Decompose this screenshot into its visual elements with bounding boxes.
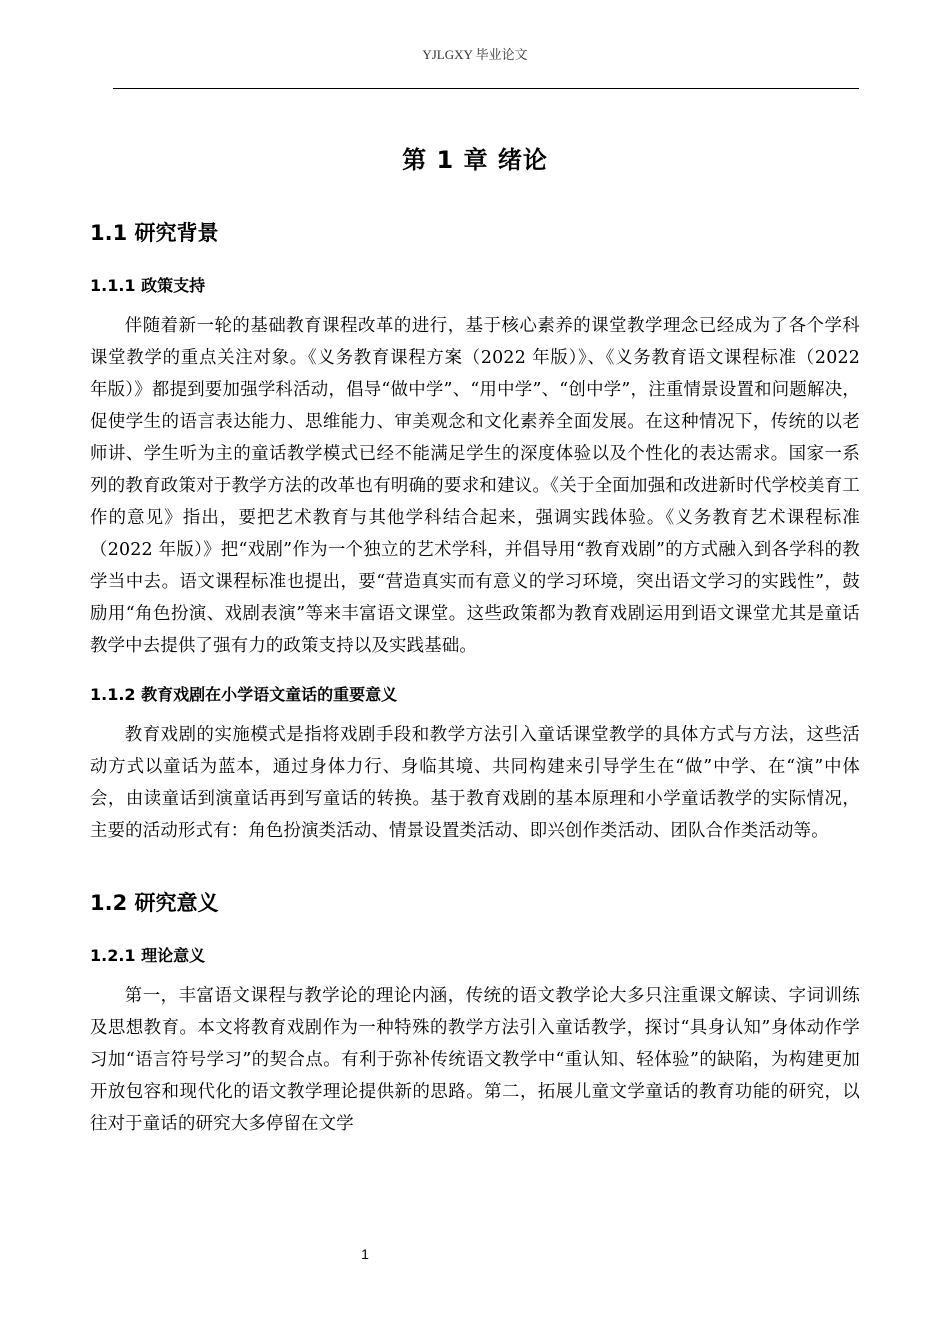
spacer	[90, 662, 860, 682]
section-heading-1-2: 1.2 研究意义	[90, 891, 219, 915]
page-number: 1	[361, 1246, 369, 1262]
subsection-heading-1-1-1: 1.1.1 政策支持	[90, 276, 206, 295]
section-heading-1-1: 1.1 研究背景	[90, 221, 219, 245]
running-header: YJLGXY 毕业论文	[422, 47, 528, 62]
subsection-heading-1-2-1: 1.2.1 理论意义	[90, 946, 206, 965]
subsection-heading-1-1-2: 1.1.2 教育戏剧在小学语文童话的重要意义	[90, 685, 398, 704]
header-rule	[113, 88, 859, 89]
paragraph-drama-significance: 教育戏剧的实施模式是指将戏剧手段和教学方法引入童话课堂教学的具体方式与方法，这些活动方式以童话为蓝本，通过身体力行、身临其境、共同构建来引导学生在“做”中学、在“演”中体会，由读童话到演童话再到写童话的转换。基于教育戏剧的基本原理和小学童话教学的实际情况，主要的活动形式有：角色扮演类活动、情景设置类活动、即兴创作类活动、团队合作类活动等。	[90, 725, 860, 841]
paragraph-policy-support: 伴随着新一轮的基础教育课程改革的进行，基于核心素养的课堂教学理念已经成为了各个学科课堂教学的重点关注对象。《义务教育课程方案（2022 年版）》、《义务教育语文课程标准（2022 年版）》都提到要加强学科活动，倡导“做中学”、“用中学”、“创中学”，注重情景设置和问题解决，促使学生的语言表达能力、思维能力、审美观念和文化素养全面发展。在这种情况下，传统的以老师讲、学生听为主的童话教学模式已经不能满足学生的深度体验以及个性化的表达需求。国家一系列的教育政策对于教学方法的改革也有明确的要求和建议。《关于全面加强和改进新时代学校美育工作的意见》指出，要把艺术教育与其他学科结合起来，强调实践体验。《义务教育艺术课程标准（2022 年版）》把“戏剧”作为一个独立的艺术学科，并倡导用“教育戏剧”的方式融入到各学科的教学当中去。语文课程标准也提出，要“营造真实而有意义的学习环境，突出语文学习的实践性”，鼓励用“角色扮演、戏剧表演”等来丰富语文课堂。这些政策都为教育戏剧运用到语文课堂尤其是童话教学中去提供了强有力的政策支持以及实践基础。	[90, 316, 860, 656]
chapter-title: 第 1 章 绪论	[402, 146, 548, 174]
spacer	[90, 847, 860, 887]
page-body	[90, 140, 860, 1140]
paragraph-theoretical-significance: 第一，丰富语文课程与教学论的理论内涵，传统的语文教学论大多只注重课文解读、字词训练及思想教育。本文将教育戏剧作为一种特殊的教学方法引入童话教学，探讨“具身认知”身体动作学习加“语言符号学习”的契合点。有利于弥补传统语文教学中“重认知、轻体验”的缺陷，为构建更加开放包容和现代化的语文教学理论提供新的思路。第二，拓展儿童文学童话的教育功能的研究，以往对于童话的研究大多停留在文学	[90, 986, 860, 1134]
